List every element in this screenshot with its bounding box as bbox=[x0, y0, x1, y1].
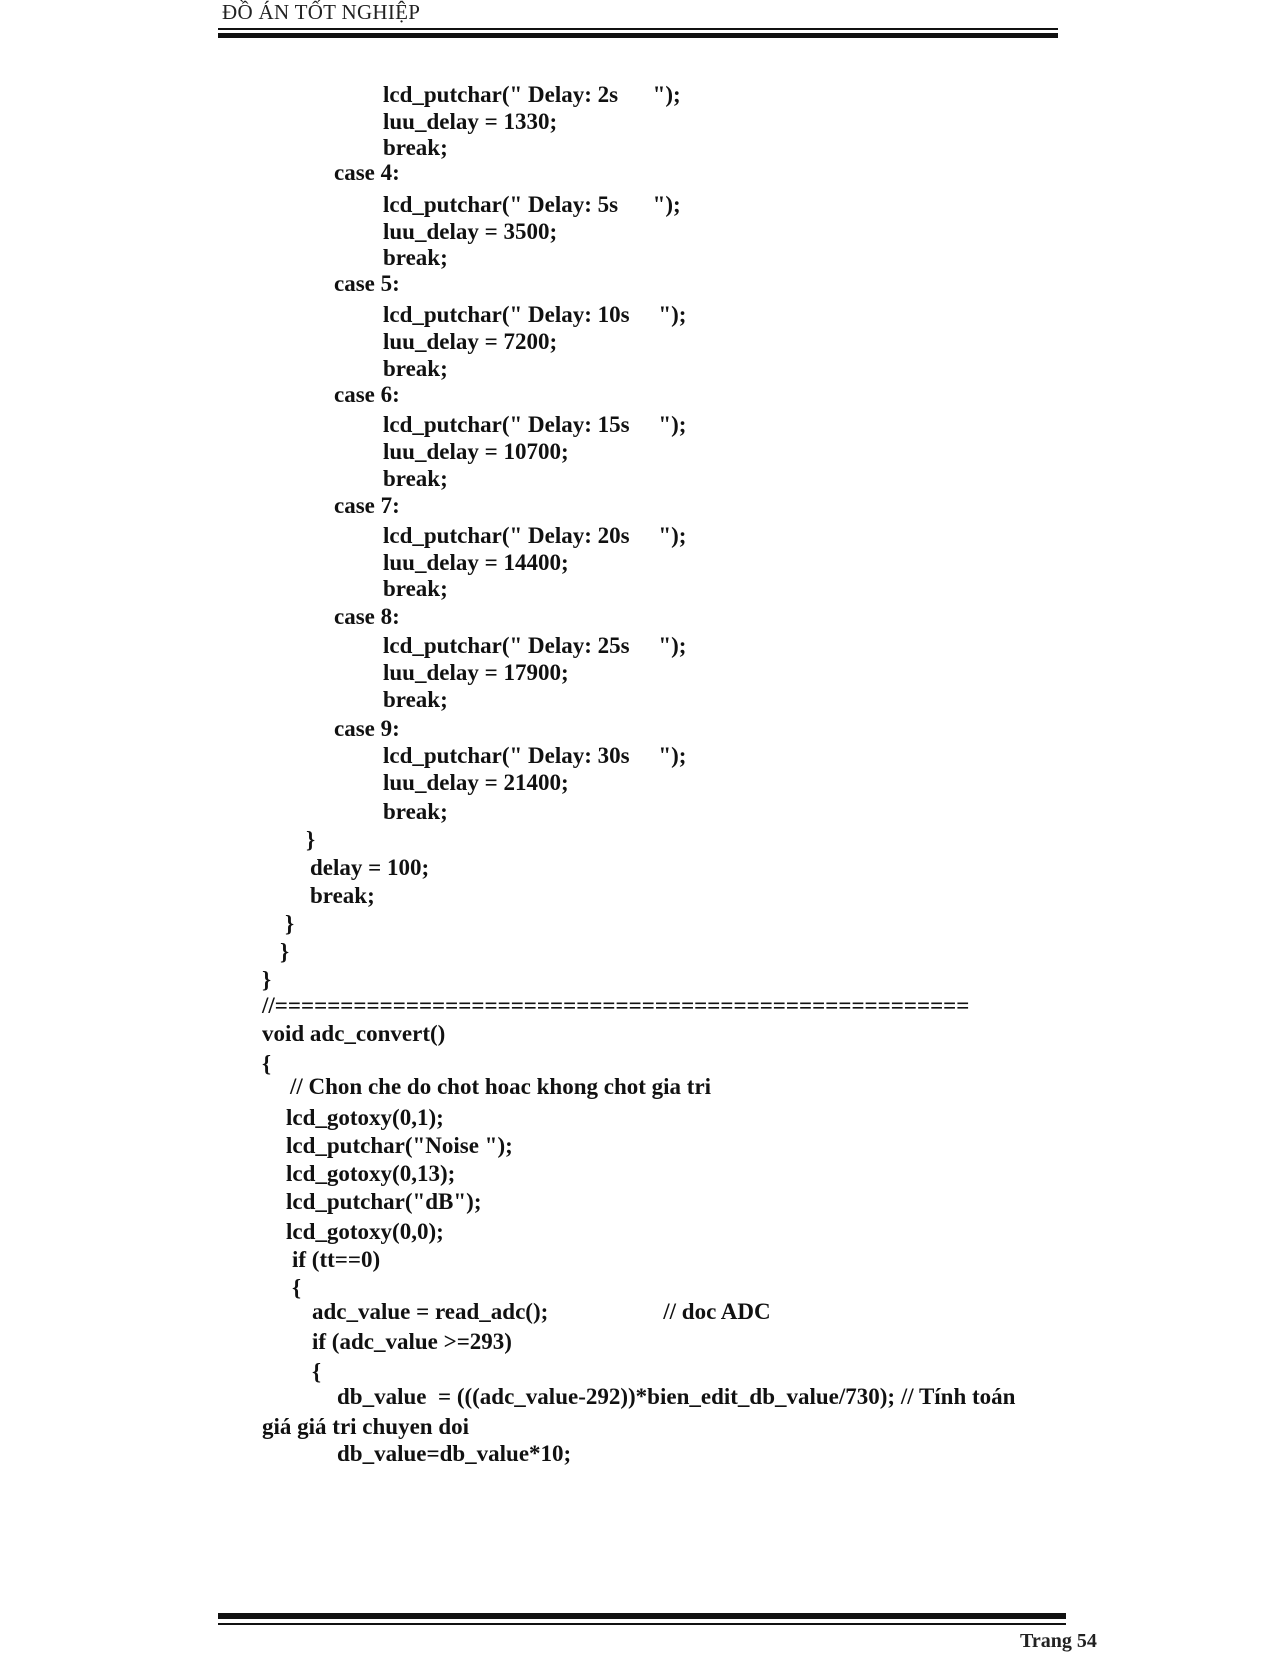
header-title: ĐỒ ÁN TỐT NGHIỆP bbox=[222, 0, 421, 24]
code-line: luu_delay = 1330; bbox=[383, 109, 558, 134]
code-line: giá giá tri chuyen doi bbox=[262, 1414, 470, 1439]
code-line: adc_value = read_adc(); // doc ADC bbox=[312, 1299, 771, 1324]
header-rule-thin bbox=[218, 28, 1058, 30]
code-line: lcd_putchar(" Delay: 25s "); bbox=[383, 633, 687, 658]
code-line: break; bbox=[383, 799, 448, 824]
header-rule-thick bbox=[218, 33, 1058, 38]
code-line: luu_delay = 10700; bbox=[383, 439, 569, 464]
code-line: db_value = (((adc_value-292))*bien_edit_db_value/730); // Tính toán bbox=[337, 1384, 1016, 1409]
code-line: case 9: bbox=[334, 716, 400, 741]
code-line: case 5: bbox=[334, 271, 400, 296]
code-line: lcd_putchar(" Delay: 15s "); bbox=[383, 412, 687, 437]
footer-rule-thick bbox=[218, 1613, 1066, 1619]
code-line: break; bbox=[383, 466, 448, 491]
code-line: break; bbox=[383, 356, 448, 381]
code-line: } bbox=[285, 911, 295, 936]
code-line: case 4: bbox=[334, 160, 400, 185]
code-line: lcd_gotoxy(0,1); bbox=[286, 1105, 444, 1130]
code-line: void adc_convert() bbox=[262, 1021, 446, 1046]
code-line: lcd_putchar(" Delay: 5s "); bbox=[383, 192, 681, 217]
code-line: break; bbox=[383, 576, 448, 601]
code-line: lcd_putchar("dB"); bbox=[286, 1189, 482, 1214]
code-line: luu_delay = 21400; bbox=[383, 770, 569, 795]
code-line: { bbox=[312, 1359, 322, 1384]
code-line: delay = 100; bbox=[310, 855, 430, 880]
code-line: break; bbox=[383, 687, 448, 712]
code-line: luu_delay = 7200; bbox=[383, 329, 558, 354]
code-line: luu_delay = 14400; bbox=[383, 550, 569, 575]
code-line: lcd_gotoxy(0,0); bbox=[286, 1219, 444, 1244]
code-line: //===================================================== bbox=[262, 993, 970, 1018]
code-line: { bbox=[292, 1275, 302, 1300]
code-line: lcd_putchar(" Delay: 30s "); bbox=[383, 743, 687, 768]
code-line: case 7: bbox=[334, 493, 400, 518]
code-line: luu_delay = 3500; bbox=[383, 219, 558, 244]
code-line: break; bbox=[383, 245, 448, 270]
code-line: { bbox=[262, 1051, 272, 1076]
code-line: lcd_putchar("Noise "); bbox=[286, 1133, 513, 1158]
code-line: lcd_putchar(" Delay: 2s "); bbox=[383, 82, 681, 107]
code-line: db_value=db_value*10; bbox=[337, 1441, 572, 1466]
code-line: if (adc_value >=293) bbox=[312, 1329, 512, 1354]
footer-rule-thin bbox=[218, 1623, 1066, 1625]
code-line: luu_delay = 17900; bbox=[383, 660, 569, 685]
code-line: if (tt==0) bbox=[292, 1247, 381, 1272]
code-line: } bbox=[306, 827, 316, 852]
code-line: lcd_putchar(" Delay: 20s "); bbox=[383, 523, 687, 548]
code-line: case 8: bbox=[334, 604, 400, 629]
code-line: case 6: bbox=[334, 382, 400, 407]
code-line: } bbox=[280, 939, 290, 964]
page-number: Trang 54 bbox=[1020, 1630, 1097, 1652]
code-line: lcd_gotoxy(0,13); bbox=[286, 1161, 456, 1186]
code-line: break; bbox=[310, 883, 375, 908]
code-line: lcd_putchar(" Delay: 10s "); bbox=[383, 302, 687, 327]
code-line: // Chon che do chot hoac khong chot gia tri bbox=[290, 1074, 712, 1099]
code-line: break; bbox=[383, 135, 448, 160]
code-line: } bbox=[262, 967, 272, 992]
